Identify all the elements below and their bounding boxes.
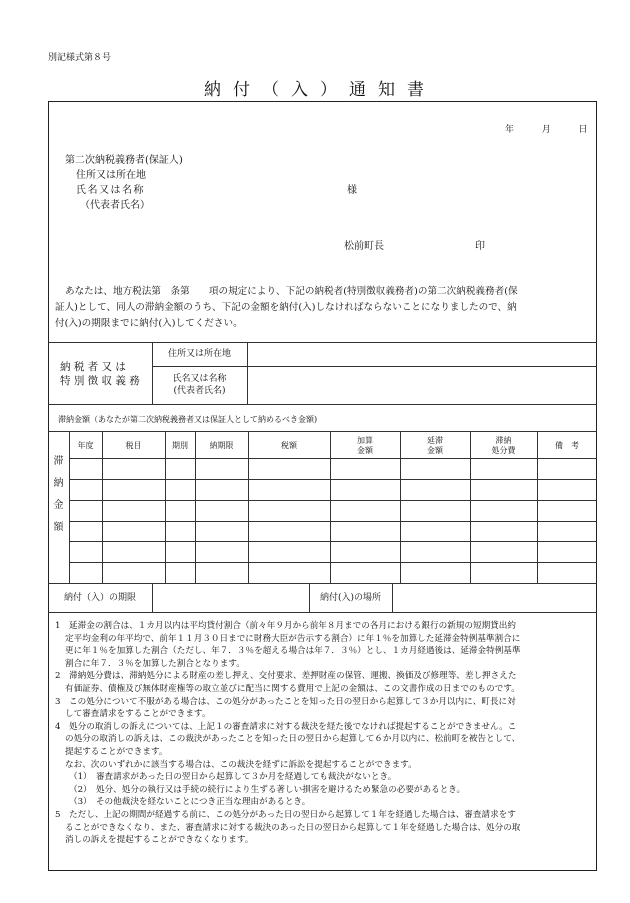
addressee-name-label: 氏名又は名称	[76, 185, 145, 196]
table-gridline	[102, 431, 103, 583]
table-header-cell: 加算 金額	[357, 436, 373, 455]
table-gridline	[69, 521, 597, 522]
note-line: 2 滞納処分費は、滞納処分による財産の差し押え、交付要求、差押財産の保管、運搬、換価及び修理等、差し押さえた	[55, 671, 517, 682]
payment-place-label: 納付(入)の場所	[319, 593, 382, 603]
table-gridline	[195, 431, 196, 583]
table-gridline	[69, 541, 597, 542]
date-month: 月	[541, 125, 551, 135]
notice-body-line-2: 証人)として、同人の滞納金額のうち、下記の金額を納付(入)しなければならないことになりましたので、納	[55, 302, 517, 313]
date-line	[505, 124, 588, 136]
note-line: して審査請求をすることができます。	[65, 709, 211, 720]
table-gridline	[248, 431, 249, 583]
vlabel-char: 滞	[53, 456, 64, 467]
note-line: 3 この処分について不服がある場合は、この処分があったことを知った日の翌日から起算して３か月以内に、町長に対	[55, 696, 516, 707]
table-gridline	[69, 500, 597, 501]
seal-mark: 印	[475, 241, 485, 252]
vlabel-char: 額	[53, 522, 64, 533]
note-line: 1 延滞金の割合は、１カ月以内は平均貸付割合（前々年９月から前年８月までの各月における銀行の新規の短期貸出約	[55, 621, 516, 631]
document-title: 納付（入）通知書	[204, 80, 436, 100]
addressee-heading: 第二次納税義務者(保証人)	[65, 155, 183, 166]
divider	[247, 342, 248, 404]
honorific-sama: 様	[347, 185, 357, 196]
arrears-vertical-label	[48, 455, 69, 535]
issuer-name: 松前町長	[344, 241, 384, 252]
taxpayer-name-label-line-2: (代表者氏名)	[173, 386, 226, 396]
note-line: （1） 審査請求があった日の翌日から起算して３か月を経過しても裁決がないとき。	[69, 772, 397, 783]
divider	[48, 342, 597, 343]
note-line: 提起することができます。	[65, 746, 168, 757]
note-line: （2） 処分、処分の執行又は手続の続行により生ずる著しい損害を避けるため緊急の必要があるとき。	[69, 784, 466, 795]
table-header-cell: 年度	[77, 441, 94, 450]
table-gridline	[165, 431, 166, 583]
notice-body	[55, 284, 595, 332]
date-year: 年	[505, 125, 515, 135]
table-header-cell: 期別	[172, 441, 188, 450]
divider	[48, 583, 597, 584]
taxpayer-label	[60, 360, 140, 388]
divider	[48, 404, 597, 405]
divider	[48, 431, 597, 432]
addressee-address-label: 住所又は所在地	[76, 170, 146, 181]
divider	[152, 366, 597, 367]
note-line: 有価証券、債権及び無体財産権等の取立並びに配当に関する費用で上記の金額は、この文書作成の日までのものです。	[65, 683, 520, 694]
table-header-cell: 滞納 処分費	[491, 436, 516, 455]
table-gridline	[69, 458, 597, 459]
divider	[48, 612, 597, 613]
notice-body-line-1: あなたは、地方税法第 条第 項の規定により、下記の納税者(特別徴収義務者)の第二次納税義務者(保	[65, 286, 518, 297]
taxpayer-name-label-line-1: 氏名又は名称	[172, 374, 227, 384]
note-line: ることができなくなり、また、審査請求に対する裁決のあった日の翌日から起算して１年を経過した場合は、処分の取	[65, 822, 521, 833]
table-header-cell: 延滞 金額	[427, 436, 443, 455]
taxpayer-label-line-1: 納 税 者 又 は	[60, 361, 126, 373]
date-day: 日	[578, 125, 588, 135]
table-gridline	[537, 431, 538, 583]
arrears-caption: 滞納金額（あなたが第二次納税義務者又は保証人として納めるべき金額)	[58, 415, 318, 424]
table-gridline	[69, 431, 70, 583]
divider	[392, 583, 393, 612]
vlabel-char: 納	[53, 478, 64, 489]
form-number: 別記様式第８号	[48, 53, 112, 63]
taxpayer-address-label: 住所又は所在地	[167, 349, 231, 359]
note-line: なお、次のいずれかに該当する場合は、この裁決を経ずに訴訟を提起することができます。	[65, 759, 417, 770]
note-line: 4 処分の取消しの訴えについては、上記１の審査請求に対する裁決を経た後でなければ提起することができません。こ	[55, 721, 517, 732]
notes-section	[55, 620, 595, 847]
divider	[152, 583, 153, 612]
table-header-cell: 納期限	[209, 441, 234, 450]
table-gridline	[69, 479, 597, 480]
table-gridline	[69, 562, 597, 563]
note-line: 定平均金利の年平均で、前年１１月３０日までに財務大臣が告示する割合）に年１％を加算した延滞金特例基準割合に	[65, 633, 521, 644]
payment-deadline-label: 納付（入）の期限	[63, 593, 136, 603]
note-line: の処分の取消しの訴えは、この裁決があったことを知った日の翌日から起算して６か月以内に、松前町を被告として、	[65, 734, 521, 745]
vlabel-char: 金	[53, 500, 64, 511]
note-line: 5 ただし、上記の期間が経過する前に、この処分があった日の翌日から起算して１年を経過した場合は、審査請求をす	[55, 809, 516, 820]
note-line: 割合に年７．３％を加算した割合となります。	[65, 658, 245, 669]
table-header-cell: 備 考	[555, 441, 579, 450]
note-line: （3） その他裁決を経ないことにつき正当な理由があるとき。	[69, 797, 311, 808]
taxpayer-label-line-2: 特 別 徴 収 義 務	[60, 375, 140, 387]
notice-body-line-3: 付(入)の期限までに納付(入)してください。	[55, 318, 243, 329]
addressee-rep-label: （代表者氏名）	[80, 200, 150, 211]
taxpayer-name-label	[152, 373, 247, 397]
table-header-cell: 税目	[125, 441, 142, 450]
table-header-cell: 税額	[281, 441, 297, 450]
note-line: 更に年１％を加算した割合（ただし、年７．３％を超える場合は年７．３％）とし、１カ月経過後は、延滞金特例基準	[65, 646, 521, 657]
note-line: 消しの訴えを提起することができなくなります。	[65, 835, 254, 846]
